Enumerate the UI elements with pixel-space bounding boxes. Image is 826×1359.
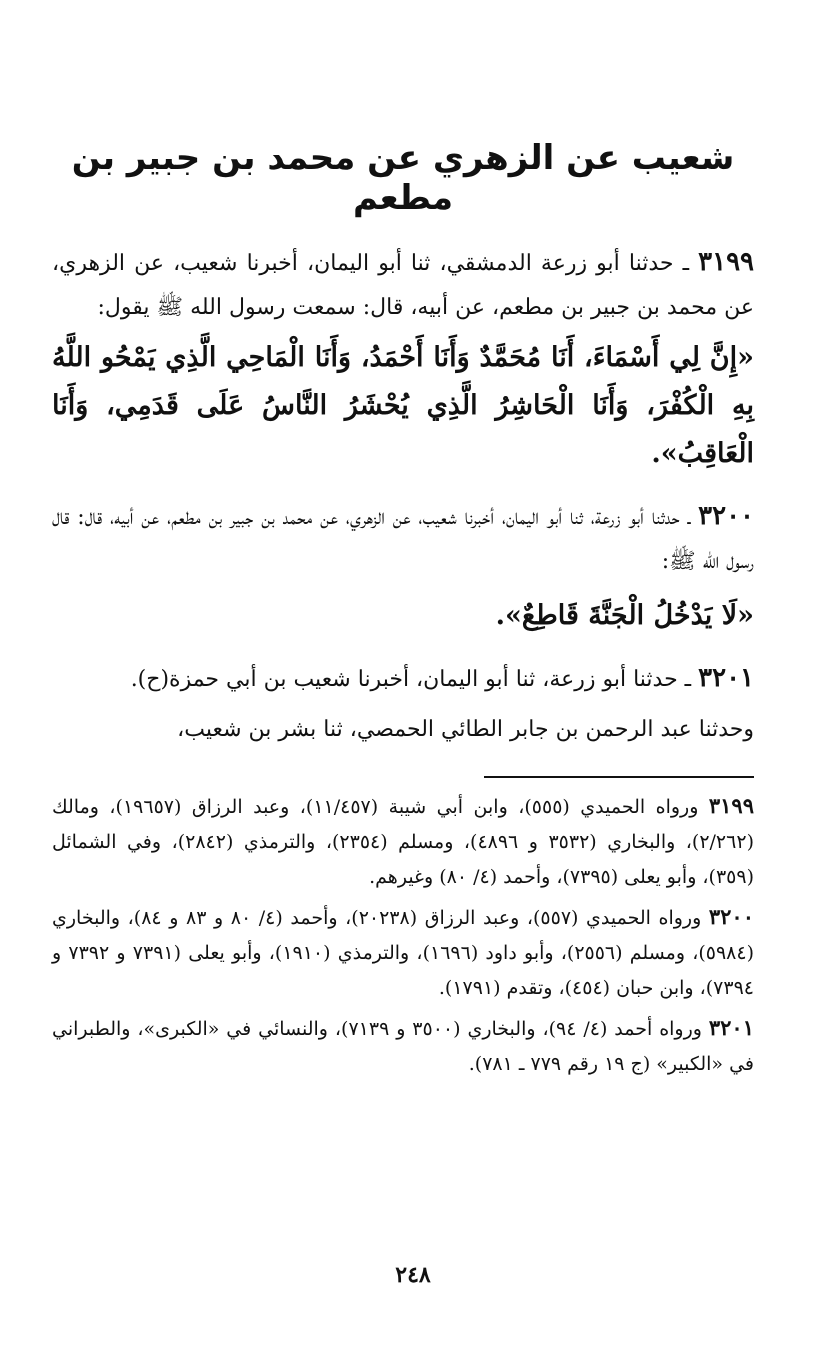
isnad-paragraph (52, 656, 754, 702)
hadith-entry-3199 (52, 240, 754, 478)
footnote-text: ورواه أحمد (٤/ ٩٤)، والبخاري (٣٥٠٠ و ٧١٣٩)، والنسائي في «الكبرى»، والطبراني في «الكبير» (ج ١٩ رقم ٧٧٩ ـ ٧٨١). (52, 1018, 754, 1075)
hadith-number: ٣١٩٩ (698, 247, 754, 277)
footnote-number: ٣٢٠٠ (708, 904, 754, 929)
footnote (52, 899, 754, 1006)
hadith-entry-3200 (52, 494, 754, 640)
isnad-continuation: وحدثنا عبد الرحمن بن جابر الطائي الحمصي، ثنا بشر بن شعيب، (177, 717, 754, 742)
hadith-number: ٣٢٠١ (698, 663, 754, 693)
isnad-text: ـ حدثنا أبو زرعة الدمشقي، ثنا أبو اليمان، أخبرنا شعيب، عن الزهري، عن محمد بن جبير بن مطعم، عن أبيه، قال: سمعت رسول الله ﷺ يقول: (52, 251, 754, 320)
isnad-paragraph (52, 240, 754, 330)
footnote-divider (484, 776, 754, 778)
matn-text: «إِنَّ لِي أَسْمَاءَ، أَنَا مُحَمَّدٌ وَأَنَا أَحْمَدُ، وَأَنَا الْمَاحِي الَّذِي يَمْحُو اللَّهُ بِهِ الْكُفْرَ، وَأَنَا الْحَاشِرُ الَّذِي يُحْشَرُ النَّاسُ عَلَى قَدَمِي، وَأَنَا الْعَاقِبُ». (52, 342, 754, 469)
chapter-title: شعيب عن الزهري عن محمد بن جبير بن مطعم (71, 138, 735, 218)
footnote-number: ٣١٩٩ (708, 793, 754, 818)
footnotes (52, 788, 754, 1082)
hadith-number: ٣٢٠٠ (698, 501, 754, 531)
footnote (52, 1010, 754, 1082)
footnote (52, 788, 754, 895)
footnote-number: ٣٢٠١ (708, 1015, 754, 1040)
matn-text: «لَا يَدْخُلُ الْجَنَّةَ قَاطِعٌ». (495, 600, 754, 631)
isnad-text: ـ حدثنا أبو زرعة، ثنا أبو اليمان، أخبرنا شعيب بن أبي حمزة(ح). (130, 667, 692, 692)
hadith-entry-3201 (52, 656, 754, 752)
footnote-text: ورواه الحميدي (٥٥٧)، وعبد الرزاق (٢٠٢٣٨)، وأحمد (٤/ ٨٠ و ٨٣ و ٨٤)، والبخاري (٥٩٨٤)، ومسلم (٢٥٥٦)، وأبو داود (١٦٩٦)، والترمذي (١٩١٠)، وأبو يعلى (٧٣٩١ و ٧٣٩٢ و ٧٣٩٤)، وابن حبان (٤٥٤)، وتقدم (١٧٩١). (52, 907, 754, 999)
isnad-text: ـ حدثنا أبو زرعة، ثنا أبو اليمان، أخبرنا شعيب، عن الزهري، عن محمد بن جبير بن مطعم، عن أبيه، قال: قال رسول الله ﷺ: (52, 505, 754, 574)
isnad-paragraph (52, 494, 754, 584)
page-number: ٢٤٨ (395, 1262, 431, 1288)
footnote-text: ورواه الحميدي (٥٥٥)، وابن أبي شيبة (١١/٤٥٧)، وعبد الرزاق (١٩٦٥٧)، ومالك (٢/٢٦٢)، والبخاري (٣٥٣٢ و ٤٨٩٦)، ومسلم (٢٣٥٤)، والترمذي (٢٨٤٢)، وفي الشمائل (٣٥٩)، وأبو يعلى (٧٣٩٥)، وأحمد (٤/ ٨٠) وغيرهم. (52, 796, 754, 888)
